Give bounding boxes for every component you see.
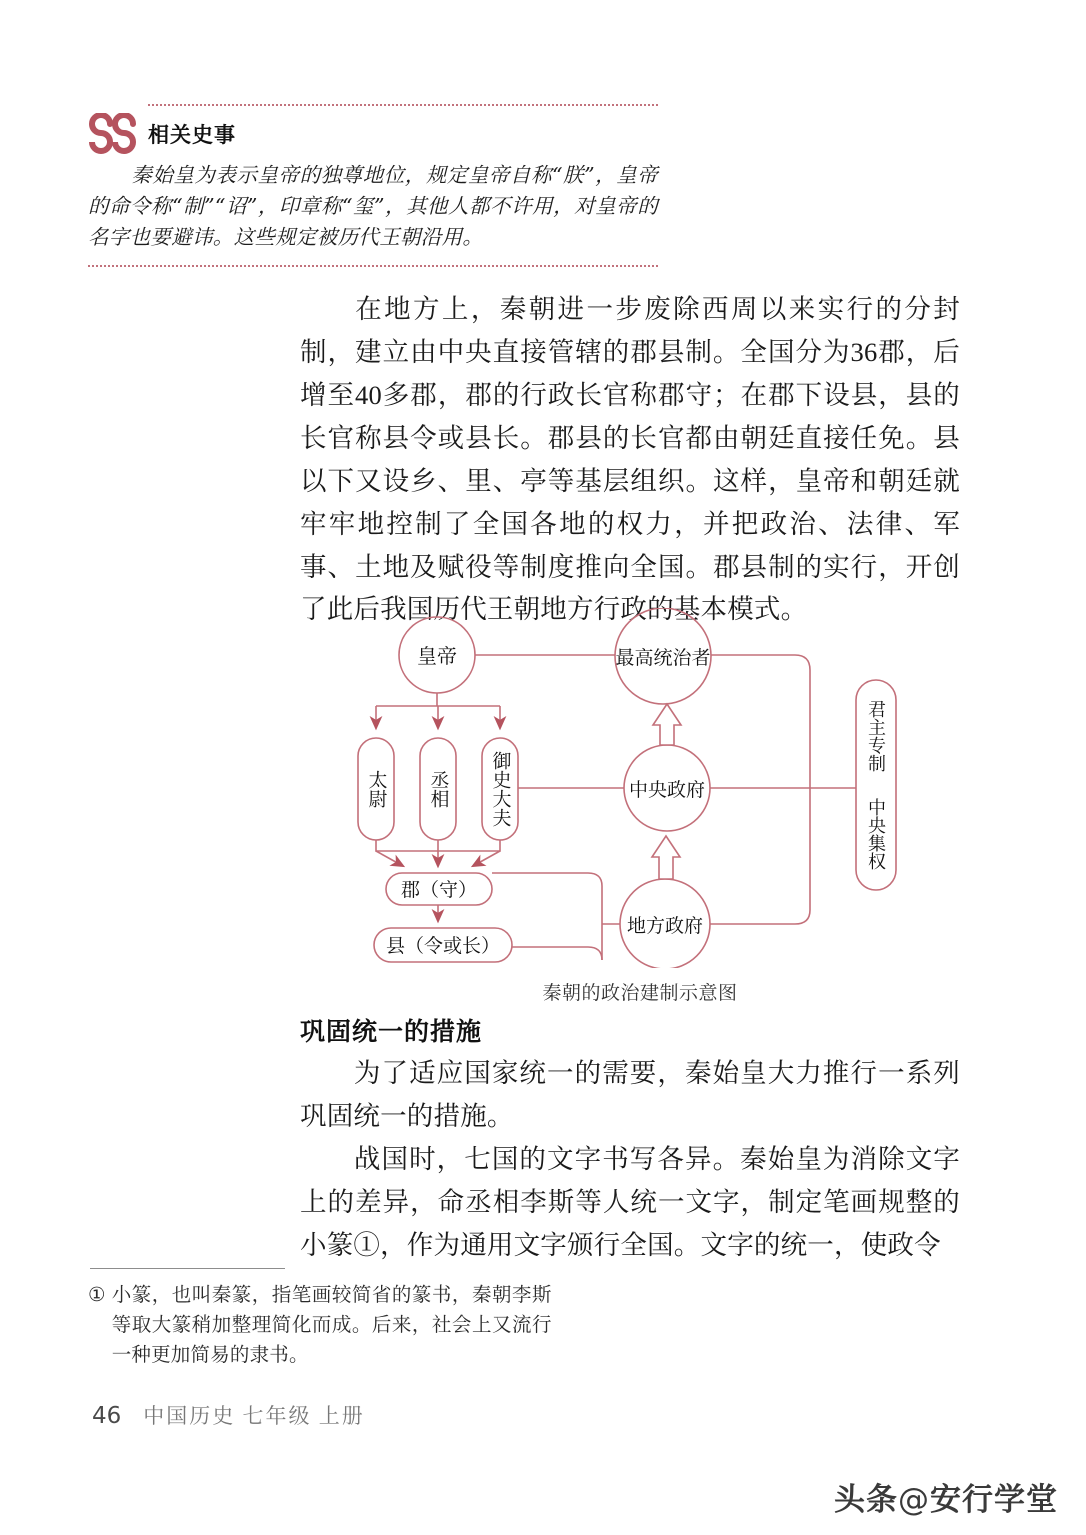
watermark-prefix: 头条 <box>834 1482 898 1518</box>
note-bottom-dotted-rule <box>88 265 658 267</box>
watermark-at-symbol: @ <box>898 1482 930 1518</box>
link-supreme-right-rail <box>710 655 810 924</box>
page-footer <box>92 1400 365 1430</box>
footnote-marker: ① <box>88 1285 106 1306</box>
diagram-svg <box>340 608 940 968</box>
arrow-yushidafu-jun <box>473 851 500 866</box>
watermark <box>834 1474 1058 1519</box>
main-paragraph-3 <box>300 1138 960 1267</box>
block-arrow-local-to-central <box>652 836 680 879</box>
label-xian: 县（令或长） <box>385 936 501 957</box>
label-side-monarchy: 君主专制 <box>866 700 886 772</box>
note-header <box>88 112 658 156</box>
label-chengxiang: 丞相 <box>427 770 449 808</box>
main-lower-text <box>300 1052 960 1267</box>
footnote <box>88 1281 648 1372</box>
footnote-separator-rule <box>90 1268 285 1269</box>
label-jun: 郡（守） <box>400 880 478 901</box>
label-local-gov: 地方政府 <box>626 916 704 937</box>
paragraph-1-text: 在地方上，秦朝进一步废除西周以来实行的分封制，建立由中央直接管辖的郡县制。全国分为36郡，后增至40多郡，郡的行政长官称郡守；在郡下设县，县的长官称县令或县长。郡县的长官都由朝廷直接任免。县以下又设乡、里、亭等基层组织。这样，皇帝和朝廷就牢牢地控制了全国各地的权力，并把政治、法律、军事、土地及赋役等制度推向全国。郡县制的实行，开创了此后我国历代王朝地方行政的基本模式。 <box>300 294 960 625</box>
label-side-centralization: 中央集权 <box>866 798 886 870</box>
label-emperor: 皇帝 <box>417 646 457 668</box>
watermark-account: 安行学堂 <box>930 1482 1058 1518</box>
diagram-caption: 秦朝的政治建制示意图 <box>542 983 738 1004</box>
label-yushidafu: 御史大夫 <box>489 751 511 827</box>
link-localgov-xian <box>512 947 602 960</box>
footer-book-title: 中国历史 七年级 上册 <box>143 1404 365 1428</box>
footnote-text: 小篆，也叫秦篆，指笔画较简省的篆书，秦朝李斯等取大篆稍加整理简化而成。后来，社会上又流行一种更加简易的隶书。 <box>111 1285 552 1367</box>
label-central-gov: 中央政府 <box>628 780 706 801</box>
note-body-text: 秦始皇为表示皇帝的独尊地位，规定皇帝自称“朕”，皇帝的命令称“制”“诏”，印章称“玺”，其他人都不许用，对皇帝的名字也要避讳。这些规定被历代王朝沿用。 <box>88 163 658 250</box>
main-paragraph-1 <box>300 288 960 631</box>
main-paragraph-2 <box>300 1052 960 1138</box>
paragraph-3-text: 战国时，七国的文字书写各异。秦始皇为消除文字上的差异，命丞相李斯等人统一文字，制定笔画规整的小篆①，作为通用文字颁行全国。文字的统一，使政令 <box>300 1143 960 1260</box>
related-history-note <box>88 104 658 267</box>
section-subheading: 巩固统一的措施 <box>300 1017 483 1046</box>
arrow-taiwei-jun <box>376 851 403 866</box>
block-arrow-central-to-supreme <box>653 704 681 745</box>
spiral-double-circle-logo-icon <box>88 113 140 155</box>
qin-political-system-diagram <box>340 608 940 968</box>
note-title: 相关史事 <box>148 123 236 147</box>
paragraph-2-text: 为了适应国家统一的需要，秦始皇大力推行一系列巩固统一的措施。 <box>300 1058 960 1131</box>
note-body <box>88 160 658 253</box>
page-number: 46 <box>92 1403 122 1429</box>
link-localgov-jun <box>492 873 602 886</box>
note-top-dotted-rule <box>148 104 658 106</box>
label-taiwei: 太尉 <box>365 770 387 808</box>
label-supreme-ruler: 最高统治者 <box>615 648 711 669</box>
